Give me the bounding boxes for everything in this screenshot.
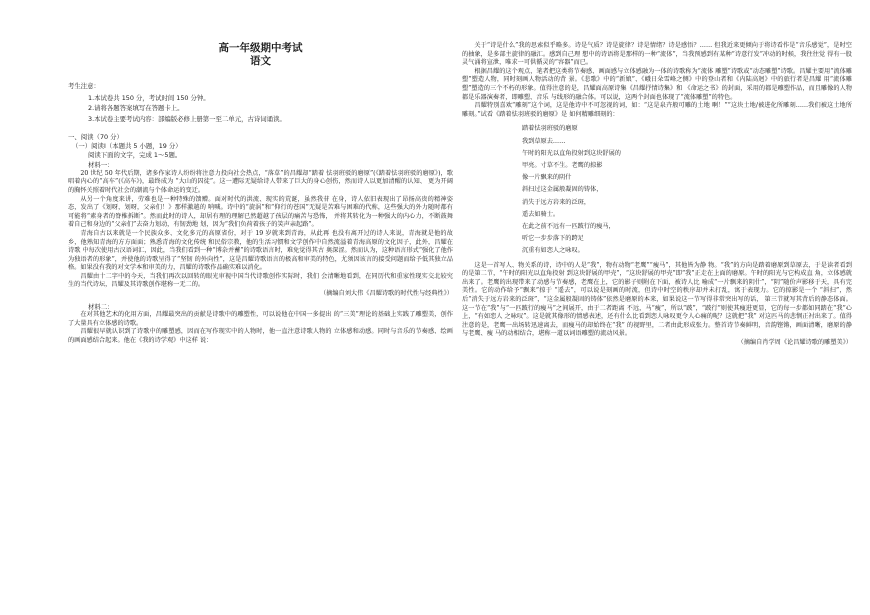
poem-line: 消失于远方岩来的泛斑， — [522, 198, 591, 206]
material2-para: 在对其他艺术的化用方面，昌耀最突出的贡献是诗歌中的雕塑性，可以说他在中国一多提出 的“三美”理论的基础上实践了雕塑美，创作了大量具有立体感的诗歌。 — [68, 311, 453, 327]
poem-line: 午时的阳光以直角投射到这块舒展的 — [522, 149, 621, 157]
notes-heading: 考生注意： — [68, 82, 100, 90]
poem-block — [462, 123, 852, 257]
material2-para: 昌耀很早就认识到了诗歌中的雕塑感，因而在写作现实中的人物时，他一直注意诗歌人物的 立体感和动感。同时与音乐的节奏感、绘画的画面感结合起来。他在《我的诗学观》中这样 说： — [68, 328, 453, 345]
analysis-para: 昌耀特别喜欢“雕刻”这个词，这是他诗中不可忽视的词，如：“这是泉卉般可雕的土地 啊！”“这块土地/被进化所雕刻……我们被这土地所雕刻。”试看《踏着怯羽班驳的磨原》是 如何精雕细刻的： — [462, 102, 852, 118]
left-column — [68, 42, 453, 346]
quote-para: 关于“诗是什么”我的思索似乎略多。诗是气质？诗是旋律？诗是情绪？诗是感悟？…… 但我近来更倾向于将诗看作是“音乐感觉”，是时空的抽象，是多部主旋律的融汇。感到自己理 想中的诗语将是那样的一种“流体”，当我预感到有某种“诗意行发”冲动的时候，我往往觉 得有一股灵气涌将宣泄，唯求一可供循灵的“容器”而已。 — [462, 42, 852, 67]
material1-label: 材料一： — [88, 161, 114, 170]
poem-line: 沉重有如恋人之咏叹。 — [522, 247, 584, 255]
material1-para: 20 世纪 50 年代后期，诸多作家诗人纷纷将注意力投向社会热点，“落草”的昌耀却“踏着 怯羽班驳的磨原”(《踏着怯羽班驳的磨原》)，歌唱着内心的“高车”(《高车》)，最终成为 “大山的囚徒”。这一遭际无疑给诗人带来了巨大的身心创伤，然而诗人以更加清醒的认知、 更为开阔的胸怀关照着时代社会的潮流与个体命运的变迁。 — [68, 169, 453, 194]
note-item: 2.请将各题答案填写在答题卡上。 — [88, 104, 184, 113]
material2-source: （摘编自肖学周《论昌耀诗歌的雕塑美》） — [737, 338, 852, 346]
poem-line: 甲亮。寸草不生。老鹰的掠影 — [522, 161, 603, 169]
material1-para: 青海自古以来就是一个民族众多、文化多元的高原省份，对于 19 岁就来到青海，从此再 也没有离开过的诗人来说，青海就是他的故乡，他熟知青海的方方面面；熟悉青海的文化传统 和民俗宗教，他的生活习惯和文学创作中自然流溢着青海高原的文化因子，此外，昌耀在诗歌 中每次使用古汉语词汇，因此，当我们看到一种“博杂并蓄”的诗歌语言时，难免觉得其古 奥深涩。然而认为，这种语言形式“强化了他作为独语者的形象”，并使他的诗歌呈得了“坚韧 的外向性”，这是昌耀诗歌语言的极高和审美的特色，尤须因该言的接受问题而给予低其独立品 格。如果没有我的对文学本和审美的力，昌耀的诗歌作品确实难以消化。 — [68, 229, 453, 272]
section-title: 一、阅读（70 分） — [68, 133, 123, 142]
note-item: 3.本试卷主要考试内容：部编版必修上册第一至二单元，古诗词诵读。 — [88, 114, 286, 123]
exam-title: 高一年级期中考试 — [218, 42, 303, 54]
poem-line: 遥去如骑士。 — [522, 210, 560, 218]
poem-line: 在此之前不远有一匹跛行的瘦马， — [522, 222, 615, 230]
note-item: 1.本试卷共 150 分，考试时间 150 分钟。 — [88, 93, 210, 102]
poem-line: 像一片飘来的阴什 — [522, 174, 572, 182]
subsection-title: （一）阅读Ⅰ（本题共 5 小题，19 分） — [72, 141, 182, 150]
material2-label: 材料二： — [88, 302, 114, 311]
instruction-text: 阅读下面的文字，完成 1～5题。 — [88, 150, 182, 159]
poem-title: 踏着怯羽班驳的磨原 — [522, 125, 578, 133]
poem-line: 斜扫过这金属般凝固的铸体， — [522, 186, 603, 194]
material1-para: 昌耀由十二字中的今天，当我们再次以回转的眼光审视中国当代诗歌创作实际时，我们 会清晰地看到，在同历代和重家性现实交北较究生的当代诗坛，昌耀及其诗歌创作堪称一无二的。 — [68, 272, 453, 289]
analysis-para: 根据昌耀的这个观点，笔者把这类将节奏感、画面感与立体感融为一体的诗歌称为“流体 雕塑”诗歌或“动态雕塑”诗歌。昌耀主要用“流体雕塑”塑造人物，同时刻画人物活动的背 景。《悲歌》中的“新娘”、《峨日朵雪峰之侧》中的登山者和《内陆高迥》中的旅行者是昌耀 用“流体雕塑”塑造的三个不朽的形象。值得注意的是，昌耀面高原诗集《昌耀抒情诗集》和 《命运之书》的封面，采用的都是雕塑作品，而且雕像的人物都是乐器演奏者，即雕塑、音乐 与线形的融合体。可以说，这两个封面也体现了“流体雕塑”的特色。 — [462, 67, 852, 101]
analysis-para: 这是一首写人、物关系的诗，诗中的人是“我”，物有动物“老鹰”“瘦马”，其他皆为静 物。“我”的方向是踏着磨原到草原去，于是读者看到的是第二节，“午时的阳光以直角投射 到这块舒展的甲壳”，“这块舒展的甲壳”即“我”正走在上面的磨原。午时的阳光与它构成直 角，立体感就出来了。老鹰的出现带来了动感与节奏感，老鹰在上，它的影子则附在下面，被诗人比 喻成“一片飘来的阴什”，“阴”随价声影移于天，具有完美性。它的动作给予“飘来”掠于 “遥去”，可以说是刻画的时流，但诗中时空的秩序却并未打乱，寓于表现力。它的掠影是一个 “斜扫”，然后“消失于远方岩来的泛斑”，“这金属般凝固的铸体”依然是磨原的本来，如果说这一节写得非常突出写的话， 第三节就写其背后的静态体面。这一节在“我”与“一匹跛行的瘦马”之间展开，由于二者距离 不远，马“瘦”，所以“跛”，“跛行”则使其瘦进更显，它的每一步都如同踏在“我”心上，“有如恋人 之咏叹”。这是就其像形的情感表述，还有什么比看到恋人咏叹更令人心痛的呢？这就把“我” 对这匹马的悲悯正衬出来了。值得注意的是，老鹰一出场转迅速离去，而瘦马的却始终在“我” 的视野里，二者由此形成张力。整首诗节奏鲜明，音韵铿锵，画面清晰，磨原的静与老鹰、瘦 马的动相结合，堪称一道以词语雕塑的流动风景。 — [462, 261, 852, 338]
material1-source: （摘编自刘大伟《昌耀诗歌的时代性与经典性》） — [319, 290, 453, 298]
right-column — [462, 42, 852, 352]
material1-para: 从另一个角度来讲，劳难也是一种特殊的馈赠。面对时代的洪流、现实的荒诞，虽然我苷 在身，诗人依旧表现出了昂扬高贵的精神姿态，发出了《划呀，划呀，父亲们！》那样激越的 呐喊。诗中的“旋涡”和“仰行的苍国”无疑是苦难与困难的代称，这些强大的外力随时都有 可能将“素身者的脊椎拆断”。然而此时的诗人，却居有理的理解已然超越了孩层的痛苦与恐怖， 并将其转化为一种强大的内心力，不断鼓舞着自己和身边的“父亲们”去奋力划动，有韧劲地 划，因为“我们负荷着孩子的笑声亲起路”。 — [68, 195, 453, 229]
poem-line: 听它一步步落下的跨足 — [522, 235, 584, 243]
exam-subject: 语文 — [250, 55, 271, 67]
poem-line: 我到草原去…… — [522, 137, 566, 145]
